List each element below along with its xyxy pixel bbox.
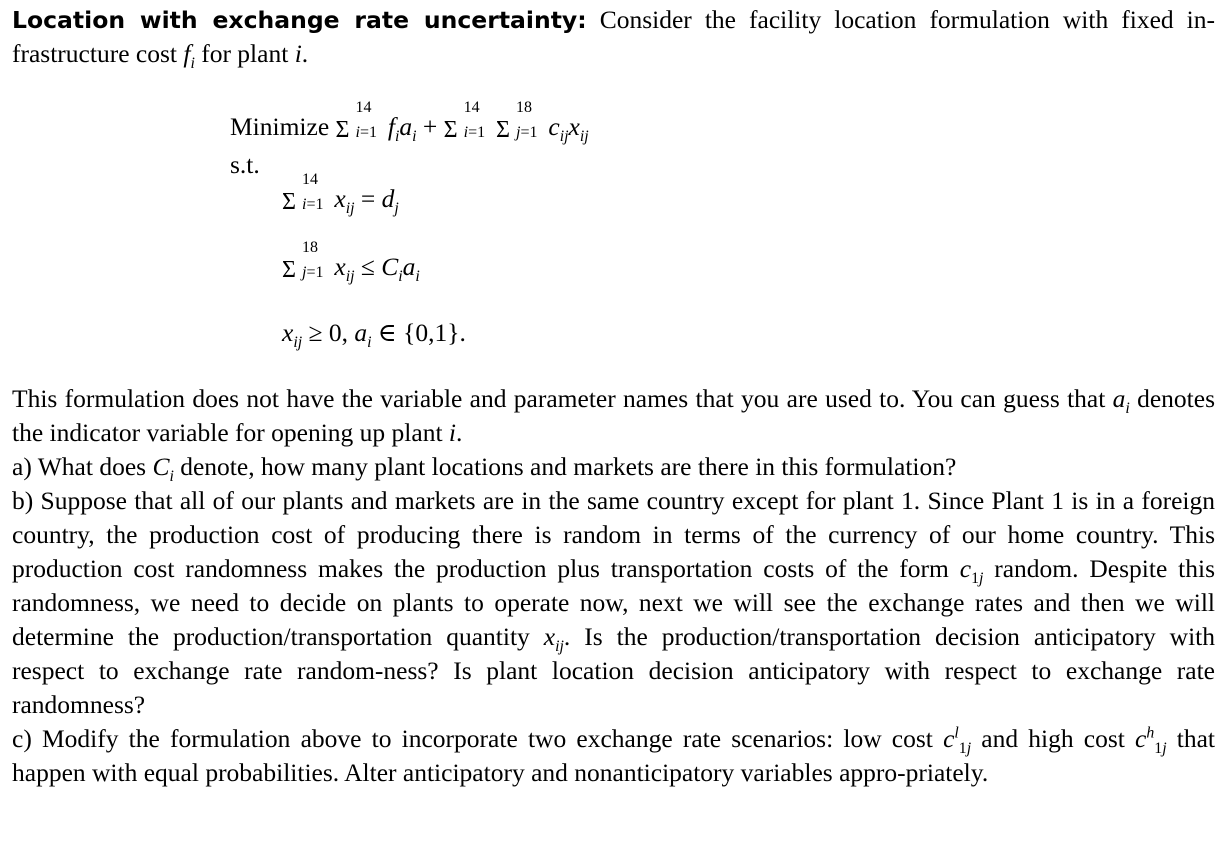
problem-body: [12, 382, 1215, 790]
capacity-constraint: Σ 18 j=1 $x_{ij} \le C_ia_i$: [282, 239, 420, 286]
demand-constraint: Σ 14 i=1 $x_{ij} = d_j$: [282, 171, 399, 218]
sum-i: Σ 14 i=1: [335, 99, 378, 144]
intro-text-1: Consider the facility location formulation with fixed in-frastructure cost: [12, 5, 1215, 68]
question-b: b) Suppose that all of our plants and markets are in the same country except for plant 1. Since Plant 1 is in a foreign country, the production cost of producing there is random in terms of the currency of our home country. This production cost randomness makes the production plus transportation costs of the form $c_{1j}$ random. Despite this randomness, we need to decide on plants to operate now, next we will see the exchange rates and then we will determine the production/transportation quantity $x_{ij}$. Is the production/transportation decision anticipatory with respect to exchange rate random-ness? Is plant location decision anticipatory with respect to exchange rate randomness?: [12, 486, 1216, 719]
st-label: s.t.: [230, 150, 260, 179]
sum-i-2: Σ 14 i=1: [443, 99, 486, 144]
problem-intro: Location with exchange rate uncertainty: Consider the facility location formulation with fixed in-frastructure cost $f_i$ for plant i.: [12, 5, 1215, 73]
objective-row: Minimize Σ 14 i=1 $f_ia_i + \Sigma$ 14 i=1 Σ 18 j=1 $c_{ij}x_{ij}$: [230, 99, 589, 146]
question-c: c) Modify the formulation above to incorporate two exchange rate scenarios: low cost $c^l_{1j}$ and high cost $c^h_{1j}$ that happen with equal probabilities. Alter anticipatory and nonanticipatory variables appro-priately.: [12, 724, 1216, 787]
paragraph-1: This formulation does not have the variable and parameter names that you are used to. You can guess that $a_i$ denotes the indicator variable for opening up plant i.: [12, 384, 1216, 447]
intro-text-2: for plant: [201, 39, 289, 68]
math-i: i: [294, 39, 302, 68]
question-a: a) What does $C_i$ denote, how many plant locations and markets are there in this formulation?: [12, 452, 957, 486]
problem-heading: Location with exchange rate uncertainty:: [12, 6, 587, 34]
sum-j: Σ 18 j=1: [496, 99, 538, 144]
minimize-label: Minimize: [230, 112, 330, 141]
math-fi: $f_i$: [183, 39, 195, 73]
domain-constraint: $x_{ij} \ge 0$, $a_i$ ∈ {0,1}.: [282, 318, 466, 352]
